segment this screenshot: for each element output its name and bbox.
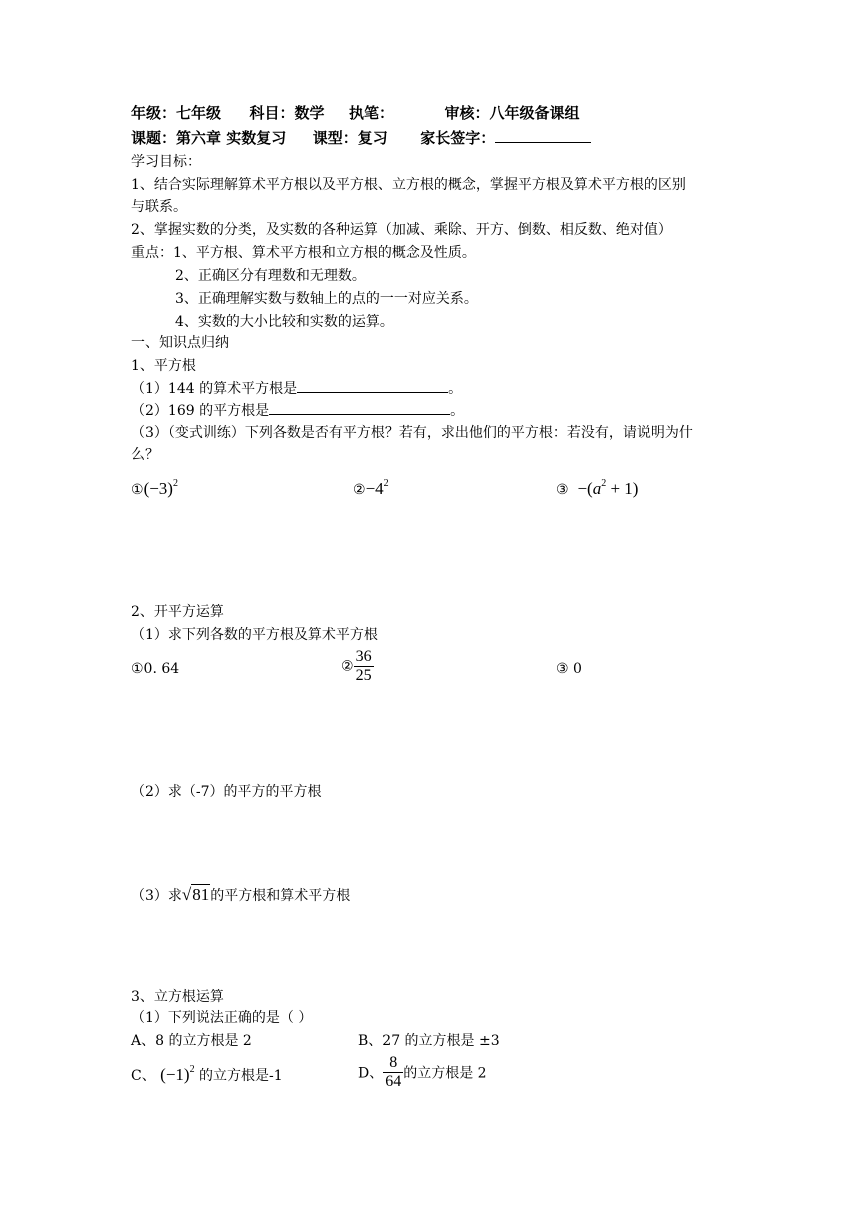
question-1-1: （1）144 的算术平方根是 。 <box>131 381 463 397</box>
choice-d[interactable]: D、 $\frac{8}{64}$ 的立方根是 2 <box>358 1054 487 1090</box>
option-2-1-b: ② $\frac{36}{25}$ <box>341 648 372 684</box>
square-root-expression: √81 <box>181 885 210 904</box>
choice-a[interactable]: A、8 的立方根是 2 <box>131 1033 252 1049</box>
option-2-1-c: ③ 0 <box>556 661 582 677</box>
grade-label: 年级：七年级 <box>131 104 222 122</box>
signature-blank[interactable] <box>495 129 591 143</box>
section-2-title: 2、开平方运算 <box>131 604 224 620</box>
answer-blank[interactable] <box>269 401 450 415</box>
objective-1: 1、结合实际理解算术平方根以及平方根、立方根的概念，掌握平方根及算术平方根的区别 <box>131 177 686 193</box>
choice-b[interactable]: B、27 的立方根是 ±3 <box>358 1033 500 1049</box>
signature-label: 家长签字： <box>420 129 496 147</box>
option-3-expression: ③ $-(a^2 + 1)$ <box>556 478 639 498</box>
question-3-1: （1）下列说法正确的是（ ） <box>131 1010 313 1026</box>
subject-label: 科目：数学 <box>249 104 325 122</box>
question-2-2: （2）求（-7）的平方的平方根 <box>131 784 322 800</box>
choice-c[interactable]: C、 $(-1)^2$ 的立方根是-1 <box>131 1064 283 1084</box>
objective-1-cont: 与联系。 <box>131 199 187 215</box>
key-point-2: 2、正确区分有理数和无理数。 <box>175 268 366 284</box>
subsection-square-root: 1、平方根 <box>131 358 196 374</box>
objectives-title: 学习目标： <box>131 154 201 170</box>
section-1-title: 一、知识点归纳 <box>131 335 229 351</box>
option-2-1-a: ①0. 64 <box>131 661 180 677</box>
question-1-2: （2）169 的平方根是 。 <box>131 403 465 419</box>
topic-label: 课题：第六章 实数复习 <box>131 129 287 147</box>
key-point-4: 4、实数的大小比较和实数的运算。 <box>175 314 394 330</box>
fraction: $\frac{36}{25}$ <box>355 648 372 684</box>
review-label: 审核：八年级备课组 <box>444 104 580 122</box>
header-line-1 <box>131 104 579 122</box>
objective-2: 2、掌握实数的分类，及实数的各种运算（加减、乘除、开方、倒数、相反数、绝对值） <box>131 222 672 238</box>
section-3-title: 3、立方根运算 <box>131 989 224 1005</box>
question-2-1: （1）求下列各数的平方根及算术平方根 <box>131 627 378 643</box>
key-point-1: 重点：1、平方根、算术平方根和立方根的概念及性质。 <box>131 245 476 261</box>
header-line-2 <box>131 129 591 147</box>
fraction: $\frac{8}{64}$ <box>385 1054 402 1090</box>
lesson-type-label: 课型：复习 <box>312 129 388 147</box>
key-point-3: 3、正确理解实数与数轴上的点的一一对应关系。 <box>175 291 478 307</box>
option-1-expression: $①(-3)^2$ <box>131 478 178 498</box>
question-1-3: （3）（变式训练）下列各数是否有平方根？若有，求出他们的平方根：若没有，请说明为什 <box>131 425 693 441</box>
question-2-3: （3）求√81的平方根和算术平方根 <box>131 885 351 904</box>
question-1-3-cont: 么？ <box>131 447 159 463</box>
author-label: 执笔： <box>348 104 394 122</box>
answer-blank[interactable] <box>297 379 448 393</box>
option-2-expression: $②-4^2$ <box>353 478 389 498</box>
